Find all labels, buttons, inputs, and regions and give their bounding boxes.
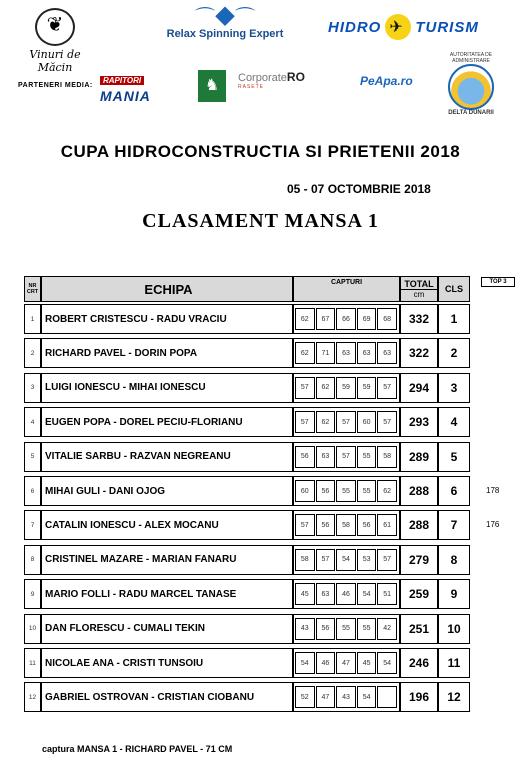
row-number: 4	[24, 407, 41, 437]
header-team: ECHIPA	[41, 276, 293, 302]
capture-score: 59	[357, 377, 377, 399]
capture-score: 67	[316, 308, 336, 330]
table-row	[24, 510, 470, 540]
capture-score: 58	[295, 549, 315, 571]
peapa-logo	[360, 72, 430, 96]
capture-score: 46	[316, 652, 336, 674]
table-row	[24, 338, 470, 368]
capture-score	[377, 686, 397, 708]
capture-score: 58	[377, 446, 397, 468]
capture-score: 55	[357, 480, 377, 502]
total-cm: 259	[400, 579, 438, 609]
capture-score: 56	[295, 446, 315, 468]
team-name: MIHAI GULI - DANI OJOG	[41, 476, 293, 506]
header-total-unit: cm	[413, 290, 425, 299]
captures-cell	[293, 682, 400, 712]
tiebreak-value: 178	[486, 486, 500, 495]
row-number: 12	[24, 682, 41, 712]
row-number: 7	[24, 510, 41, 540]
relax-spinning-logo	[160, 8, 290, 48]
table-row	[24, 442, 470, 472]
capture-score: 55	[336, 618, 356, 640]
delta-emblem-icon	[448, 64, 494, 110]
total-cm: 294	[400, 373, 438, 403]
team-name: CATALIN IONESCU - ALEX MOCANU	[41, 510, 293, 540]
classification: 2	[438, 338, 470, 368]
header-captures: CAPTURI	[293, 276, 400, 302]
team-name: VITALIE SARBU - RAZVAN NEGREANU	[41, 442, 293, 472]
capture-score: 53	[357, 549, 377, 571]
capture-score: 56	[357, 514, 377, 536]
capture-score: 71	[316, 342, 336, 364]
table-row	[24, 682, 470, 712]
total-cm: 288	[400, 510, 438, 540]
capture-score: 52	[295, 686, 315, 708]
capture-score: 45	[295, 583, 315, 605]
capture-score: 62	[295, 308, 315, 330]
capture-score: 43	[336, 686, 356, 708]
capture-score: 45	[357, 652, 377, 674]
row-number: 1	[24, 304, 41, 334]
header-nr	[24, 276, 41, 302]
total-cm: 288	[400, 476, 438, 506]
total-cm: 293	[400, 407, 438, 437]
capture-score: 60	[295, 480, 315, 502]
row-number: 3	[24, 373, 41, 403]
capture-score: 66	[336, 308, 356, 330]
total-cm: 289	[400, 442, 438, 472]
capture-score: 55	[336, 480, 356, 502]
total-cm: 196	[400, 682, 438, 712]
captures-cell	[293, 614, 400, 644]
corporate-logo-subtext: RASETE	[238, 84, 265, 90]
team-name: ROBERT CRISTESCU - RADU VRACIU	[41, 304, 293, 334]
delta-logo-bottom-text: DELTA DUNARII	[448, 110, 494, 116]
classification: 7	[438, 510, 470, 540]
capture-score: 57	[295, 377, 315, 399]
captures-cell	[293, 373, 400, 403]
row-number: 11	[24, 648, 41, 678]
capture-score: 68	[377, 308, 397, 330]
total-cm: 246	[400, 648, 438, 678]
relax-logo-text: Relax Spinning Expert	[166, 28, 284, 40]
hidro-turism-logo	[328, 12, 508, 42]
capture-score: 56	[316, 618, 336, 640]
classification: 5	[438, 442, 470, 472]
header-nr-label: NR	[28, 283, 37, 289]
rapitori-logo-text: RAPITORI	[100, 76, 144, 85]
capture-score: 54	[336, 549, 356, 571]
turism-logo-text: TURISM	[415, 18, 479, 36]
vinuri-de-macin-logo	[20, 8, 90, 74]
team-name: MARIO FOLLI - RADU MARCEL TANASE	[41, 579, 293, 609]
team-name: EUGEN POPA - DOREL PECIU-FLORIANU	[41, 407, 293, 437]
captures-cell	[293, 338, 400, 368]
capture-score: 62	[316, 411, 336, 433]
classification: 3	[438, 373, 470, 403]
capture-score: 46	[336, 583, 356, 605]
capture-score: 57	[336, 411, 356, 433]
team-name: LUIGI IONESCU - MIHAI IONESCU	[41, 373, 293, 403]
header-cls: CLS	[438, 276, 470, 302]
team-name: GABRIEL OSTROVAN - CRISTIAN CIOBANU	[41, 682, 293, 712]
captures-cell	[293, 510, 400, 540]
fish-icon: ⌒◆⌒	[195, 7, 255, 29]
capture-score: 60	[357, 411, 377, 433]
row-number: 5	[24, 442, 41, 472]
row-number: 2	[24, 338, 41, 368]
event-date: 05 - 07 OCTOMBRIE 2018	[287, 182, 431, 196]
capture-score: 62	[316, 377, 336, 399]
capture-score: 57	[377, 411, 397, 433]
classification: 6	[438, 476, 470, 506]
table-row	[24, 614, 470, 644]
row-number: 9	[24, 579, 41, 609]
table-row	[24, 476, 470, 506]
table-row	[24, 304, 470, 334]
capture-score: 55	[357, 446, 377, 468]
delta-dunarii-logo	[440, 52, 502, 114]
captures-cell	[293, 579, 400, 609]
capture-score: 69	[357, 308, 377, 330]
header-total-label: TOTAL	[401, 279, 437, 290]
classification: 11	[438, 648, 470, 678]
table-row	[24, 579, 470, 609]
capture-score: 63	[316, 583, 336, 605]
capture-score: 57	[377, 549, 397, 571]
team-name: CRISTINEL MAZARE - MARIAN FANARU	[41, 545, 293, 575]
classification: 4	[438, 407, 470, 437]
capture-score: 63	[357, 342, 377, 364]
corporate-ro-text: RO	[286, 70, 305, 84]
capture-score: 51	[377, 583, 397, 605]
captures-cell	[293, 304, 400, 334]
top3-label: TOP 3	[481, 277, 515, 287]
corporate-ro-logo	[238, 70, 346, 100]
capture-score: 61	[377, 514, 397, 536]
table-row	[24, 373, 470, 403]
corporate-logo-text: Corporate	[238, 72, 287, 84]
capture-score: 57	[336, 446, 356, 468]
classification: 8	[438, 545, 470, 575]
team-name: DAN FLORESCU - CUMALI TEKIN	[41, 614, 293, 644]
header-total	[400, 276, 438, 302]
row-number: 8	[24, 545, 41, 575]
table-header	[24, 276, 470, 302]
row-number: 6	[24, 476, 41, 506]
classification: 9	[438, 579, 470, 609]
hidro-logo-text: HIDRO	[328, 18, 382, 36]
capture-score: 57	[377, 377, 397, 399]
classification: 12	[438, 682, 470, 712]
team-name: NICOLAE ANA - CRISTI TUNSOIU	[41, 648, 293, 678]
footer-note: captura MANSA 1 - RICHARD PAVEL - 71 CM	[42, 744, 233, 754]
capture-score: 56	[316, 480, 336, 502]
classification: 10	[438, 614, 470, 644]
table-row	[24, 545, 470, 575]
capture-score: 63	[336, 342, 356, 364]
capture-score: 57	[295, 514, 315, 536]
classification: 1	[438, 304, 470, 334]
vine-emblem-icon	[35, 8, 75, 46]
capture-score: 62	[377, 480, 397, 502]
row-number: 10	[24, 614, 41, 644]
page-title: CUPA HIDROCONSTRUCTIA SI PRIETENII 2018	[60, 142, 461, 161]
total-cm: 332	[400, 304, 438, 334]
total-cm: 251	[400, 614, 438, 644]
captures-cell	[293, 648, 400, 678]
tiebreak-value: 176	[486, 520, 500, 530]
capture-score: 54	[357, 583, 377, 605]
team-name: RICHARD PAVEL - DORIN POPA	[41, 338, 293, 368]
capture-score: 58	[336, 514, 356, 536]
capture-score: 47	[336, 652, 356, 674]
table-row	[24, 648, 470, 678]
delta-logo-top-text: AUTORITATEA DE ADMINISTRARE	[449, 52, 493, 64]
peapa-logo-text: PeApa.ro	[360, 74, 413, 88]
captures-cell	[293, 545, 400, 575]
mania-logo-text: MANIA	[100, 88, 151, 104]
captures-cell	[293, 476, 400, 506]
table-row	[24, 407, 470, 437]
capture-score: 54	[377, 652, 397, 674]
capture-score: 63	[316, 446, 336, 468]
capture-score: 54	[357, 686, 377, 708]
capture-score: 56	[316, 514, 336, 536]
header-crt-label: CRT	[26, 289, 39, 295]
total-cm: 279	[400, 545, 438, 575]
capture-score: 42	[377, 618, 397, 640]
total-cm: 322	[400, 338, 438, 368]
capture-score: 57	[295, 411, 315, 433]
captures-cell	[293, 407, 400, 437]
capture-score: 57	[316, 549, 336, 571]
capture-score: 54	[295, 652, 315, 674]
vinuri-logo-text: Vinuri de Măcin	[29, 48, 81, 74]
capture-score: 43	[295, 618, 315, 640]
capture-score: 63	[377, 342, 397, 364]
page-subtitle: CLASAMENT MANSA 1	[142, 210, 379, 232]
capture-score: 62	[295, 342, 315, 364]
partners-label: PARTENERI MEDIA:	[18, 82, 93, 89]
capture-score: 47	[316, 686, 336, 708]
sun-bird-icon	[385, 14, 411, 40]
deer-icon: ♞	[198, 70, 226, 102]
rapitori-mania-logo	[100, 70, 182, 104]
capture-score: 55	[357, 618, 377, 640]
captures-cell	[293, 442, 400, 472]
capture-score: 59	[336, 377, 356, 399]
